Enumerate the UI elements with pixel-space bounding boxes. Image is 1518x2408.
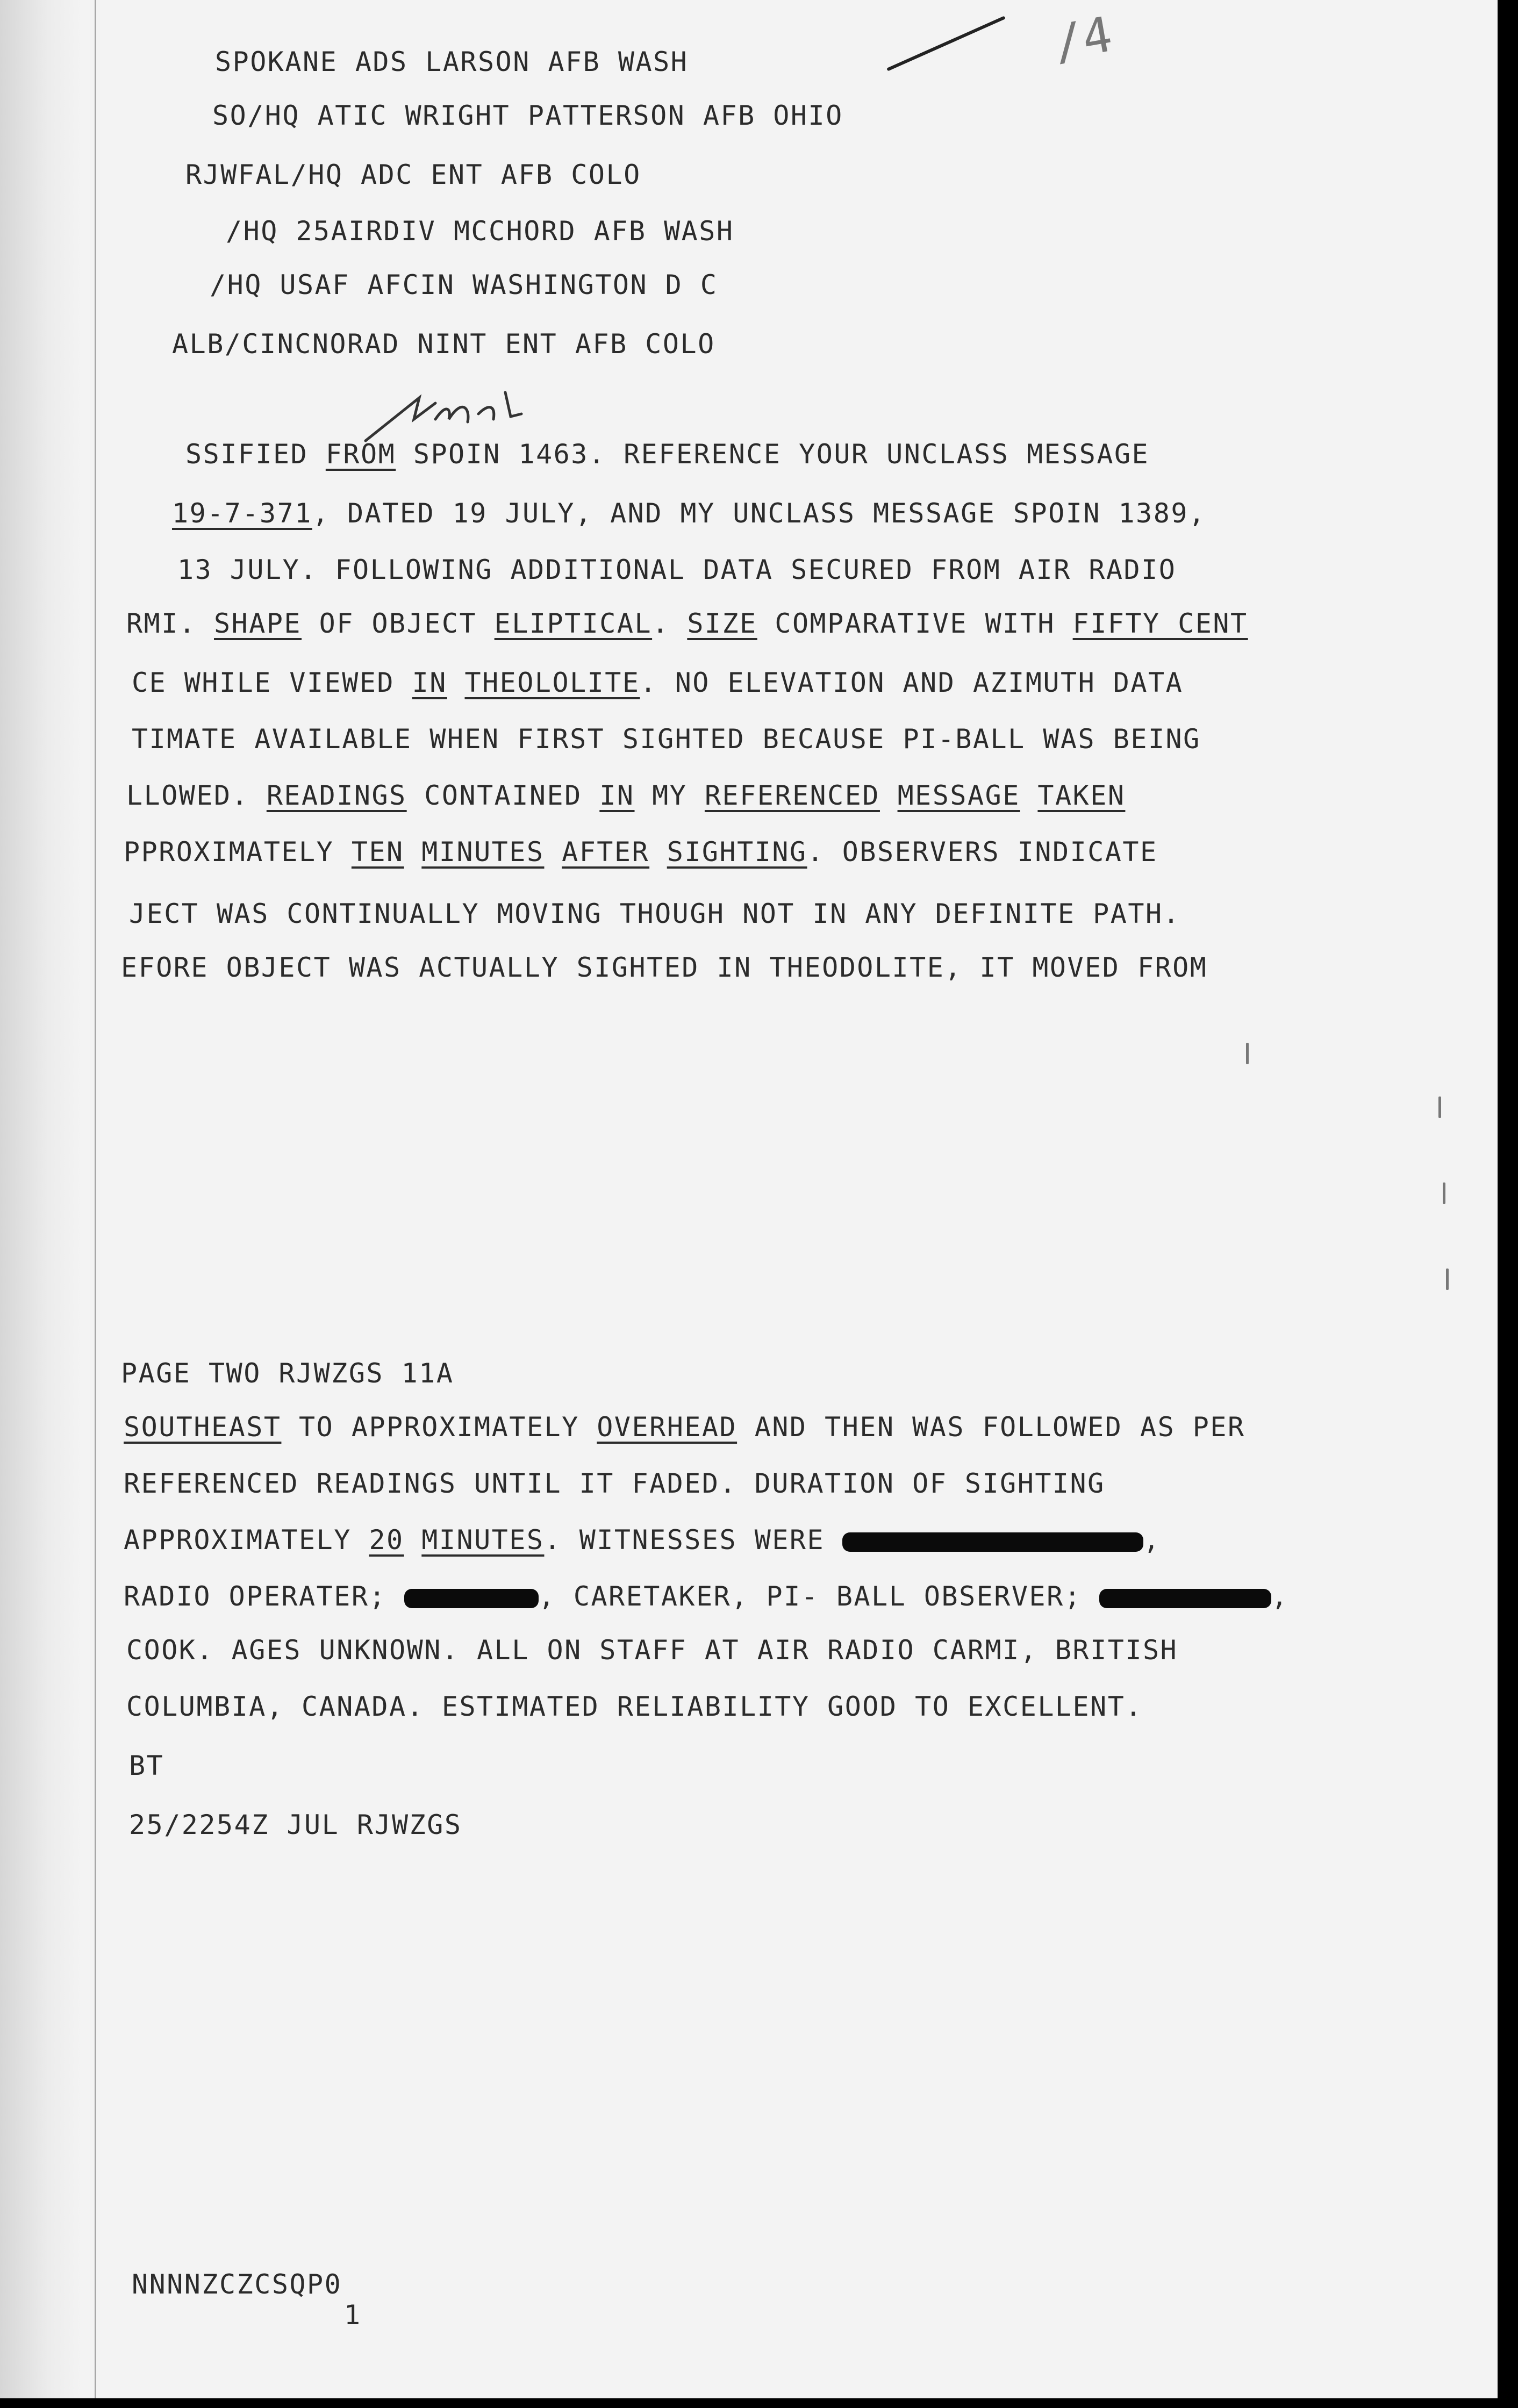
redaction-bar: [842, 1532, 1143, 1552]
date-time-group: 25/2254Z JUL RJWZGS: [129, 1809, 462, 1840]
body-line-8: PPROXIMATELY TEN MINUTES AFTER SIGHTING. OBSERVERS INDICATE: [124, 836, 1158, 868]
body-line-1: SSIFIED FROM SPOIN 1463. REFERENCE YOUR UNCLASS MESSAGE: [185, 439, 1150, 470]
routing-line: SPOKANE ADS LARSON AFB WASH: [215, 46, 689, 77]
page-two-header: PAGE TWO RJWZGS 11A: [121, 1358, 454, 1389]
redaction-bar: [404, 1589, 539, 1608]
left-margin-rule: [95, 0, 96, 2398]
body-line-4: RMI. SHAPE OF OBJECT ELIPTICAL. SIZE COMPARATIVE WITH FIFTY CENT: [126, 608, 1248, 639]
routing-line: /HQ 25AIRDIV MCCHORD AFB WASH: [226, 216, 734, 247]
routing-line: RJWFAL/HQ ADC ENT AFB COLO: [185, 159, 641, 190]
page-number: 1: [344, 2299, 361, 2331]
routing-line: /HQ USAF AFCIN WASHINGTON D C: [210, 269, 718, 300]
page2-line-2: REFERENCED READINGS UNTIL IT FADED. DURATION OF SIGHTING: [124, 1468, 1105, 1499]
scan-artifact: [1446, 1268, 1449, 1290]
scan-artifact: [1246, 1043, 1249, 1064]
body-line-7: LLOWED. READINGS CONTAINED IN MY REFERENCED MESSAGE TAKEN: [126, 780, 1126, 811]
page2-line-3: APPROXIMATELY 20 MINUTES. WITNESSES WERE ,: [124, 1524, 1161, 1556]
scan-artifact: [1443, 1182, 1445, 1204]
body-line-9: JECT WAS CONTINUALLY MOVING THOUGH NOT IN ANY DEFINITE PATH.: [129, 898, 1181, 929]
body-line-6: TIMATE AVAILABLE WHEN FIRST SIGHTED BECAUSE PI-BALL WAS BEING: [132, 723, 1201, 755]
handwritten-mark: /4: [1049, 6, 1116, 72]
body-line-10: EFORE OBJECT WAS ACTUALLY SIGHTED IN THEODOLITE, IT MOVED FROM: [121, 952, 1208, 983]
page2-line-5: COOK. AGES UNKNOWN. ALL ON STAFF AT AIR RADIO CARMI, BRITISH: [126, 1635, 1178, 1666]
scan-artifact: [1438, 1096, 1441, 1118]
routing-line: SO/HQ ATIC WRIGHT PATTERSON AFB OHIO: [212, 100, 843, 131]
redaction-bar: [1099, 1589, 1271, 1608]
page2-line-6: COLUMBIA, CANADA. ESTIMATED RELIABILITY GOOD TO EXCELLENT.: [126, 1691, 1143, 1722]
body-line-5: CE WHILE VIEWED IN THEOLOLITE. NO ELEVATION AND AZIMUTH DATA: [132, 667, 1184, 698]
handwritten-stroke: [886, 16, 1006, 71]
body-line-2: 19-7-371, DATED 19 JULY, AND MY UNCLASS MESSAGE SPOIN 1389,: [172, 498, 1206, 529]
page2-line-4: RADIO OPERATER; , CARETAKER, PI- BALL OBSERVER; ,: [124, 1581, 1289, 1612]
footer-code: NNNNZCZCSQP0: [132, 2269, 342, 2300]
routing-line: ALB/CINCNORAD NINT ENT AFB COLO: [172, 328, 715, 360]
scanned-left-edge: [0, 0, 81, 2398]
page2-line-1: SOUTHEAST TO APPROXIMATELY OVERHEAD AND THEN WAS FOLLOWED AS PER: [124, 1411, 1245, 1443]
body-line-3: 13 JULY. FOLLOWING ADDITIONAL DATA SECURED FROM AIR RADIO: [177, 554, 1177, 585]
page2-bt: BT: [129, 1750, 164, 1781]
